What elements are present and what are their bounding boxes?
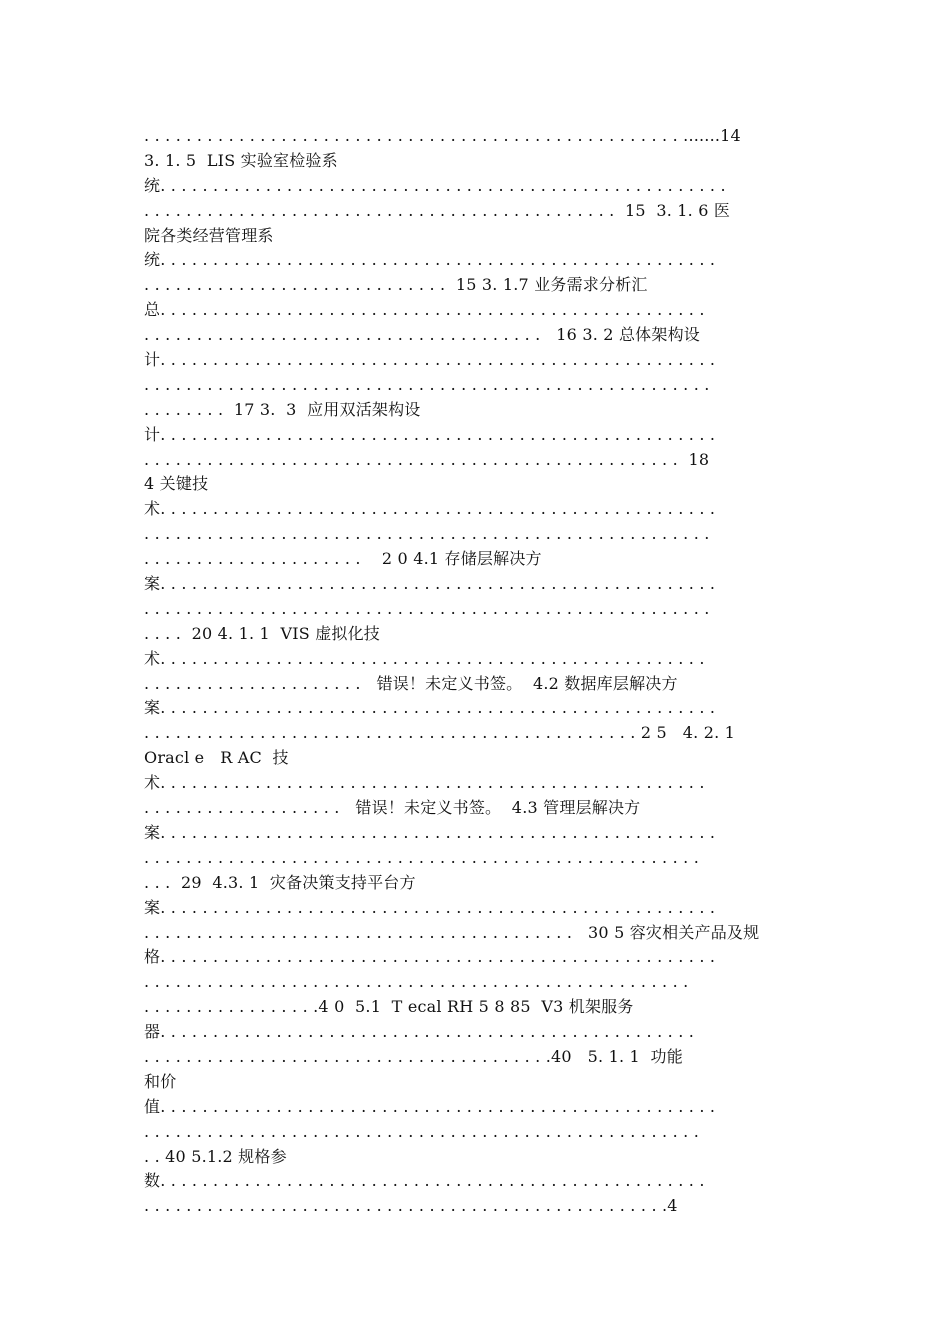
toc-line: . . . . . . . . . . . . . . . . . . . 错误！未定义书签。 4.3 管理层解决方 (144, 798, 641, 818)
toc-line: 格. . . . . . . . . . . . . . . . . . . . . . . . . . . . . . . . . . . . . . . . . . . . . . . . . . . . . (144, 947, 716, 967)
toc-line: . . . . . . . . . . . . . . . . . . . . . . . . . . . . . . . . . . . . . . .40 5. 1. 1 功能 (144, 1046, 683, 1066)
toc-line: 计. . . . . . . . . . . . . . . . . . . . . . . . . . . . . . . . . . . . . . . . . . . . . . . . . . . . . (144, 350, 716, 370)
toc-line: . . . . . . . . 17 3. 3 应用双活架构设 (144, 399, 421, 419)
toc-line: . . . . 20 4. 1. 1 VIS 虚拟化技 (144, 623, 380, 643)
toc-line: . . 40 5.1.2 规格参 (144, 1146, 287, 1166)
toc-line: 统. . . . . . . . . . . . . . . . . . . . . . . . . . . . . . . . . . . . . . . . . . . . . . . . . . . . . (144, 250, 716, 270)
toc-line: 和价 (144, 1071, 177, 1091)
toc-line: . . . . . . . . . . . . . . . . . . . . . . . . . . . . . . . . . . . . . . . . . . . . . . . . . . . . . (144, 1121, 700, 1141)
toc-line: . . . . . . . . . . . . . . . . .4 0 5.1 T ecal RH 5 8 85 V3 机架服务 (144, 997, 634, 1017)
toc-line: Oracl e R AC 技 (144, 748, 289, 768)
toc-line: 术. . . . . . . . . . . . . . . . . . . . . . . . . . . . . . . . . . . . . . . . . . . . . . . . . . . . . (144, 499, 716, 519)
toc-line: 数. . . . . . . . . . . . . . . . . . . . . . . . . . . . . . . . . . . . . . . . . . . . . . . . . . . . (144, 1171, 705, 1191)
toc-line: 统. . . . . . . . . . . . . . . . . . . . . . . . . . . . . . . . . . . . . . . . . . . . . . . . . . . . . . (144, 175, 726, 195)
toc-line: . . . . . . . . . . . . . . . . . . . . . . . . . . . . . . . . . . . . . . . . . . . . . . . . . . . . . (144, 847, 700, 867)
toc-line: . . . . . . . . . . . . . . . . . . . . . . . . . . . . . . . . . . . . . . . . . . . . . . . . . . . . (144, 972, 689, 992)
toc-line: . . . . . . . . . . . . . . . . . . . . . 2 0 4.1 存储层解决方 (144, 549, 542, 569)
toc-line: . . . . . . . . . . . . . . . . . . . . . . . . . . . . . . . . . . . . . . . . . . . . . . . . . .4 (144, 1196, 678, 1216)
toc-line: . . . . . . . . . . . . . . . . . . . . . . . . . . . . . . . . . . . . . . . . . . . . . . . . . . . . . . (144, 374, 710, 394)
toc-line: 总. . . . . . . . . . . . . . . . . . . . . . . . . . . . . . . . . . . . . . . . . . . . . . . . . . . . (144, 300, 705, 320)
toc-line: 院各类经营管理系 (144, 225, 274, 245)
toc-line: . . . . . . . . . . . . . . . . . . . . . . . . . . . . . . . . . . . . . . . . . . . . . . . . . . . . . . (144, 598, 710, 618)
toc-line: . . . . . . . . . . . . . . . . . . . . . . . . . . . . . . . . . . . . . . . . . . . . . 15 3. 1. 6 医 (144, 200, 731, 220)
toc-line: . . . . . . . . . . . . . . . . . . . . . . . . . . . . . . . . . . . . . . . . . . . . . . . . . . . . . . (144, 524, 710, 544)
toc-line: 器. . . . . . . . . . . . . . . . . . . . . . . . . . . . . . . . . . . . . . . . . . . . . . . . . . . (144, 1022, 695, 1042)
toc-line: . . . 29 4.3. 1 灾备决策支持平台方 (144, 872, 416, 892)
toc-line: 3. 1. 5 LIS 实验室检验系 (144, 150, 338, 170)
toc-line: 术. . . . . . . . . . . . . . . . . . . . . . . . . . . . . . . . . . . . . . . . . . . . . . . . . . . . (144, 648, 705, 668)
toc-line: 计. . . . . . . . . . . . . . . . . . . . . . . . . . . . . . . . . . . . . . . . . . . . . . . . . . . . . (144, 424, 716, 444)
toc-line: 案. . . . . . . . . . . . . . . . . . . . . . . . . . . . . . . . . . . . . . . . . . . . . . . . . . . . . (144, 698, 716, 718)
toc-line: 案. . . . . . . . . . . . . . . . . . . . . . . . . . . . . . . . . . . . . . . . . . . . . . . . . . . . . (144, 574, 716, 594)
toc-line: . . . . . . . . . . . . . . . . . . . . . 错误！未定义书签。 4.2 数据库层解决方 (144, 673, 678, 693)
table-of-contents (144, 124, 816, 1219)
toc-line: 案. . . . . . . . . . . . . . . . . . . . . . . . . . . . . . . . . . . . . . . . . . . . . . . . . . . . . (144, 897, 716, 917)
toc-line: . . . . . . . . . . . . . . . . . . . . . . . . . . . . . . . . . . . . . . . . . 30 5 容灾相关产品及规 (144, 922, 760, 942)
toc-line: . . . . . . . . . . . . . . . . . . . . . . . . . . . . . . . . . . . . . . 16 3. 2 总体架构设 (144, 325, 700, 345)
toc-line: 术. . . . . . . . . . . . . . . . . . . . . . . . . . . . . . . . . . . . . . . . . . . . . . . . . . . . (144, 773, 705, 793)
toc-line: 4 关键技 (144, 474, 209, 494)
toc-line: . . . . . . . . . . . . . . . . . . . . . . . . . . . . . . . . . . . . . . . . . . . . . . . . . . . .......14 (144, 126, 741, 145)
toc-line: . . . . . . . . . . . . . . . . . . . . . . . . . . . . . 15 3. 1.7 业务需求分析汇 (144, 275, 648, 295)
toc-line: . . . . . . . . . . . . . . . . . . . . . . . . . . . . . . . . . . . . . . . . . . . . . . . . . . . 18 (144, 449, 710, 469)
toc-line: 值. . . . . . . . . . . . . . . . . . . . . . . . . . . . . . . . . . . . . . . . . . . . . . . . . . . . . (144, 1096, 716, 1116)
toc-line: . . . . . . . . . . . . . . . . . . . . . . . . . . . . . . . . . . . . . . . . . . . . . . . 2 5 4. 2. 1 (144, 723, 736, 743)
toc-line: 案. . . . . . . . . . . . . . . . . . . . . . . . . . . . . . . . . . . . . . . . . . . . . . . . . . . . . (144, 822, 716, 842)
